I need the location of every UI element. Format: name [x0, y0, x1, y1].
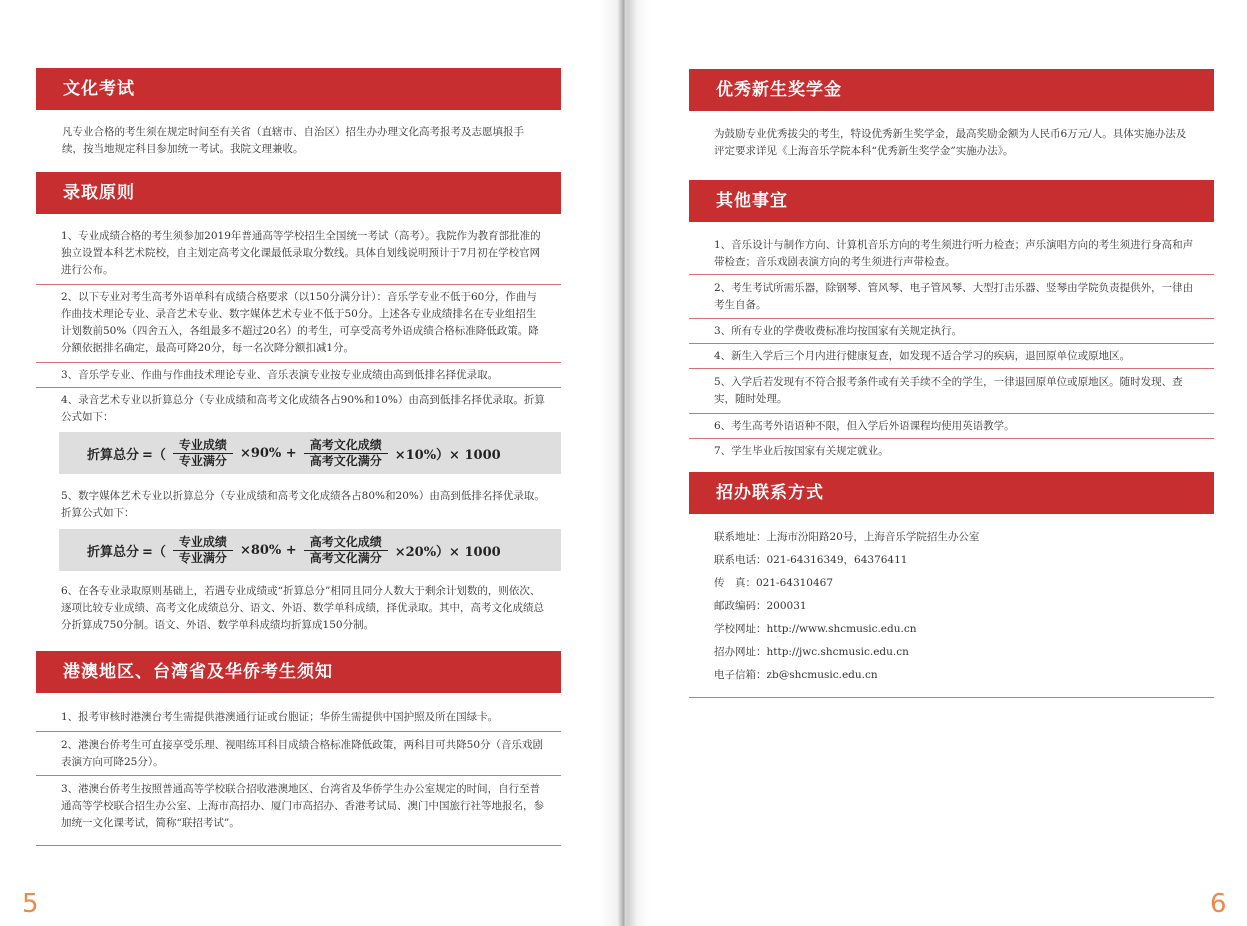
formula-weight: ×90% +: [239, 445, 297, 461]
hmt-header: 港澳地区、台湾省及华侨考生须知: [36, 651, 561, 693]
admission-item-3: 3、音乐学专业、作曲与作曲技术理论专业、音乐表演专业按专业成绩由高到低排名择优录取。: [61, 369, 499, 381]
other-item-4: 4、新生入学后三个月内进行健康复查，如发现不适合学习的疾病，退回原单位或原地区。: [714, 350, 1131, 362]
formula-weight: ×10%）× 1000: [394, 447, 501, 463]
admission-item-2: 2、以下专业对考生高考外语单科有成绩合格要求（以150分满分计）：音乐学专业不低于60分，作曲与作曲技术理论专业、录音艺术专业、数字媒体艺术专业不低于50分。上述各专业成绩排名在专业组招生计划数前50%（四舍五入，各组最多不超过20名）的考生，可享受高考外语成绩合格标准降低政策。降分额依据排名确定，最高可降20分，每一名次降分额扣减1分。: [61, 291, 539, 354]
formula-recording-arts: [59, 432, 561, 474]
admission-item-1: 1、专业成绩合格的考生须参加2019年普通高等学校招生全国统一考试（高考）。我院作为教育部批准的独立设置本科艺术院校，自主划定高考文化课最低录取分数线。具体自划线说明预计于7月初在学校官网进行公布。: [61, 230, 541, 276]
formula-weight: ×80% +: [239, 542, 297, 558]
fraction-denominator: 高考文化满分: [309, 550, 382, 565]
other-item-7: 7、学生毕业后按国家有关规定就业。: [714, 445, 889, 457]
admission-header: 录取原则: [36, 172, 561, 214]
fraction-culture: [304, 438, 388, 469]
other-item-3: 3、所有专业的学费收费标准均按国家有关规定执行。: [714, 325, 963, 337]
scholarship-text: 为鼓励专业优秀拔尖的考生，特设优秀新生奖学金，最高奖励金额为人民币6万元/人。具体实施办法及评定要求详见《上海音乐学院本科“优秀新生奖学金”实施办法》。: [714, 128, 1187, 157]
admission-item-5: 5、数字媒体艺术专业以折算总分（专业成绩和高考文化成绩各占80%和20%）由高到低排名择优录取。折算公式如下：: [61, 490, 545, 519]
divider: [36, 284, 561, 285]
divider: [36, 845, 561, 846]
divider: [36, 362, 561, 363]
page-number-right: 6: [1210, 889, 1227, 919]
formula-label: 折算总分: [87, 447, 140, 463]
formula-eq: =（: [142, 447, 166, 463]
divider: [36, 731, 561, 732]
divider: [36, 775, 561, 776]
divider: [36, 387, 561, 388]
fraction-professional: [173, 535, 233, 566]
divider: [689, 413, 1214, 414]
book-gutter-shadow: [600, 0, 650, 926]
hmt-item-2: 2、港澳台侨考生可直接享受乐理、视唱练耳科目成绩合格标准降低政策，两科目可共降50分（音乐戏剧表演方向可降25分）。: [61, 739, 544, 768]
divider: [689, 318, 1214, 319]
divider: [689, 343, 1214, 344]
formula-label: 折算总分: [87, 544, 140, 560]
other-item-1: 1、音乐设计与制作方向、计算机音乐方向的考生须进行听力检查；声乐演唱方向的考生须进行身高和声带检查；音乐戏剧表演方向的考生须进行声带检查。: [714, 239, 1194, 268]
other-matters-header: 其他事宜: [689, 180, 1214, 222]
admission-item-4: 4、录音艺术专业以折算总分（专业成绩和高考文化成绩各占90%和10%）由高到低排名择优录取。折算公式如下：: [61, 394, 545, 423]
fraction-numerator: 高考文化成绩: [304, 535, 388, 551]
divider: [689, 274, 1214, 275]
culture-exam-header: 文化考试: [36, 68, 561, 110]
fraction-numerator: 高考文化成绩: [304, 438, 388, 454]
contact-fax: 传 真：021-64310467: [714, 577, 834, 589]
formula-weight: ×20%）× 1000: [394, 544, 501, 560]
contact-email[interactable]: 电子信箱：zb@shcmusic.edu.cn: [714, 669, 878, 681]
other-item-6: 6、考生高考外语语种不限，但入学后外语课程均使用英语教学。: [714, 420, 1015, 432]
contact-address: 联系地址：上海市汾阳路20号，上海音乐学院招生办公室: [714, 531, 980, 543]
fraction-denominator: 专业满分: [178, 550, 227, 565]
fraction-denominator: 专业满分: [178, 453, 227, 468]
scholarship-header: 优秀新生奖学金: [689, 69, 1214, 111]
fraction-professional: [173, 438, 233, 469]
contact-phone: 联系电话：021-64316349，64376411: [714, 554, 908, 566]
formula-eq: =（: [142, 544, 166, 560]
other-item-5: 5、入学后若发现有不符合报考条件或有关手续不全的学生，一律退回原单位或原地区。随时发现、查实，随时处理。: [714, 376, 1183, 405]
fraction-denominator: 高考文化满分: [309, 453, 382, 468]
contact-admissions-website[interactable]: 招办网址：http://jwc.shcmusic.edu.cn: [714, 646, 909, 658]
divider: [689, 438, 1214, 439]
culture-exam-text: 凡专业合格的考生须在规定时间至有关省（直辖市、自治区）招生办办理文化高考报考及志愿填报手续，按当地规定科目参加统一考试。我院文理兼收。: [62, 126, 524, 155]
fraction-numerator: 专业成绩: [173, 438, 233, 454]
formula-digital-media: [59, 529, 561, 571]
contact-school-website[interactable]: 学校网址：http://www.shcmusic.edu.cn: [714, 623, 917, 635]
page-number-left: 5: [22, 889, 39, 919]
admission-item-6: 6、在各专业录取原则基础上，若遇专业成绩或“折算总分”相同且同分人数大于剩余计划数的，则依次、逐项比较专业成绩、高考文化成绩总分、语文、外语、数学单科成绩，择优录取。其中，高考文化成绩总分折算成750分制。语文、外语、数学单科成绩均折算成150分制。: [61, 585, 544, 631]
fraction-culture: [304, 535, 388, 566]
hmt-item-3: 3、港澳台侨考生按照普通高等学校联合招收港澳地区、台湾省及华侨学生办公室规定的时间，自行至普通高等学校联合招生办公室、上海市高招办、厦门市高招办、香港考试局、澳门中国旅行社等地报名，参加统一文化课考试，简称“联招考试”。: [61, 783, 544, 829]
divider: [689, 368, 1214, 369]
contact-header: 招办联系方式: [689, 472, 1214, 514]
fraction-numerator: 专业成绩: [173, 535, 233, 551]
contact-postcode: 邮政编码：200031: [714, 600, 807, 612]
divider: [689, 697, 1214, 698]
hmt-item-1: 1、报考审核时港澳台考生需提供港澳通行证或台胞证；华侨生需提供中国护照及所在国绿卡。: [61, 711, 499, 723]
other-item-2: 2、考生考试所需乐器，除钢琴、管风琴、电子管风琴、大型打击乐器、竖琴由学院负责提供外，一律由考生自备。: [714, 282, 1194, 311]
